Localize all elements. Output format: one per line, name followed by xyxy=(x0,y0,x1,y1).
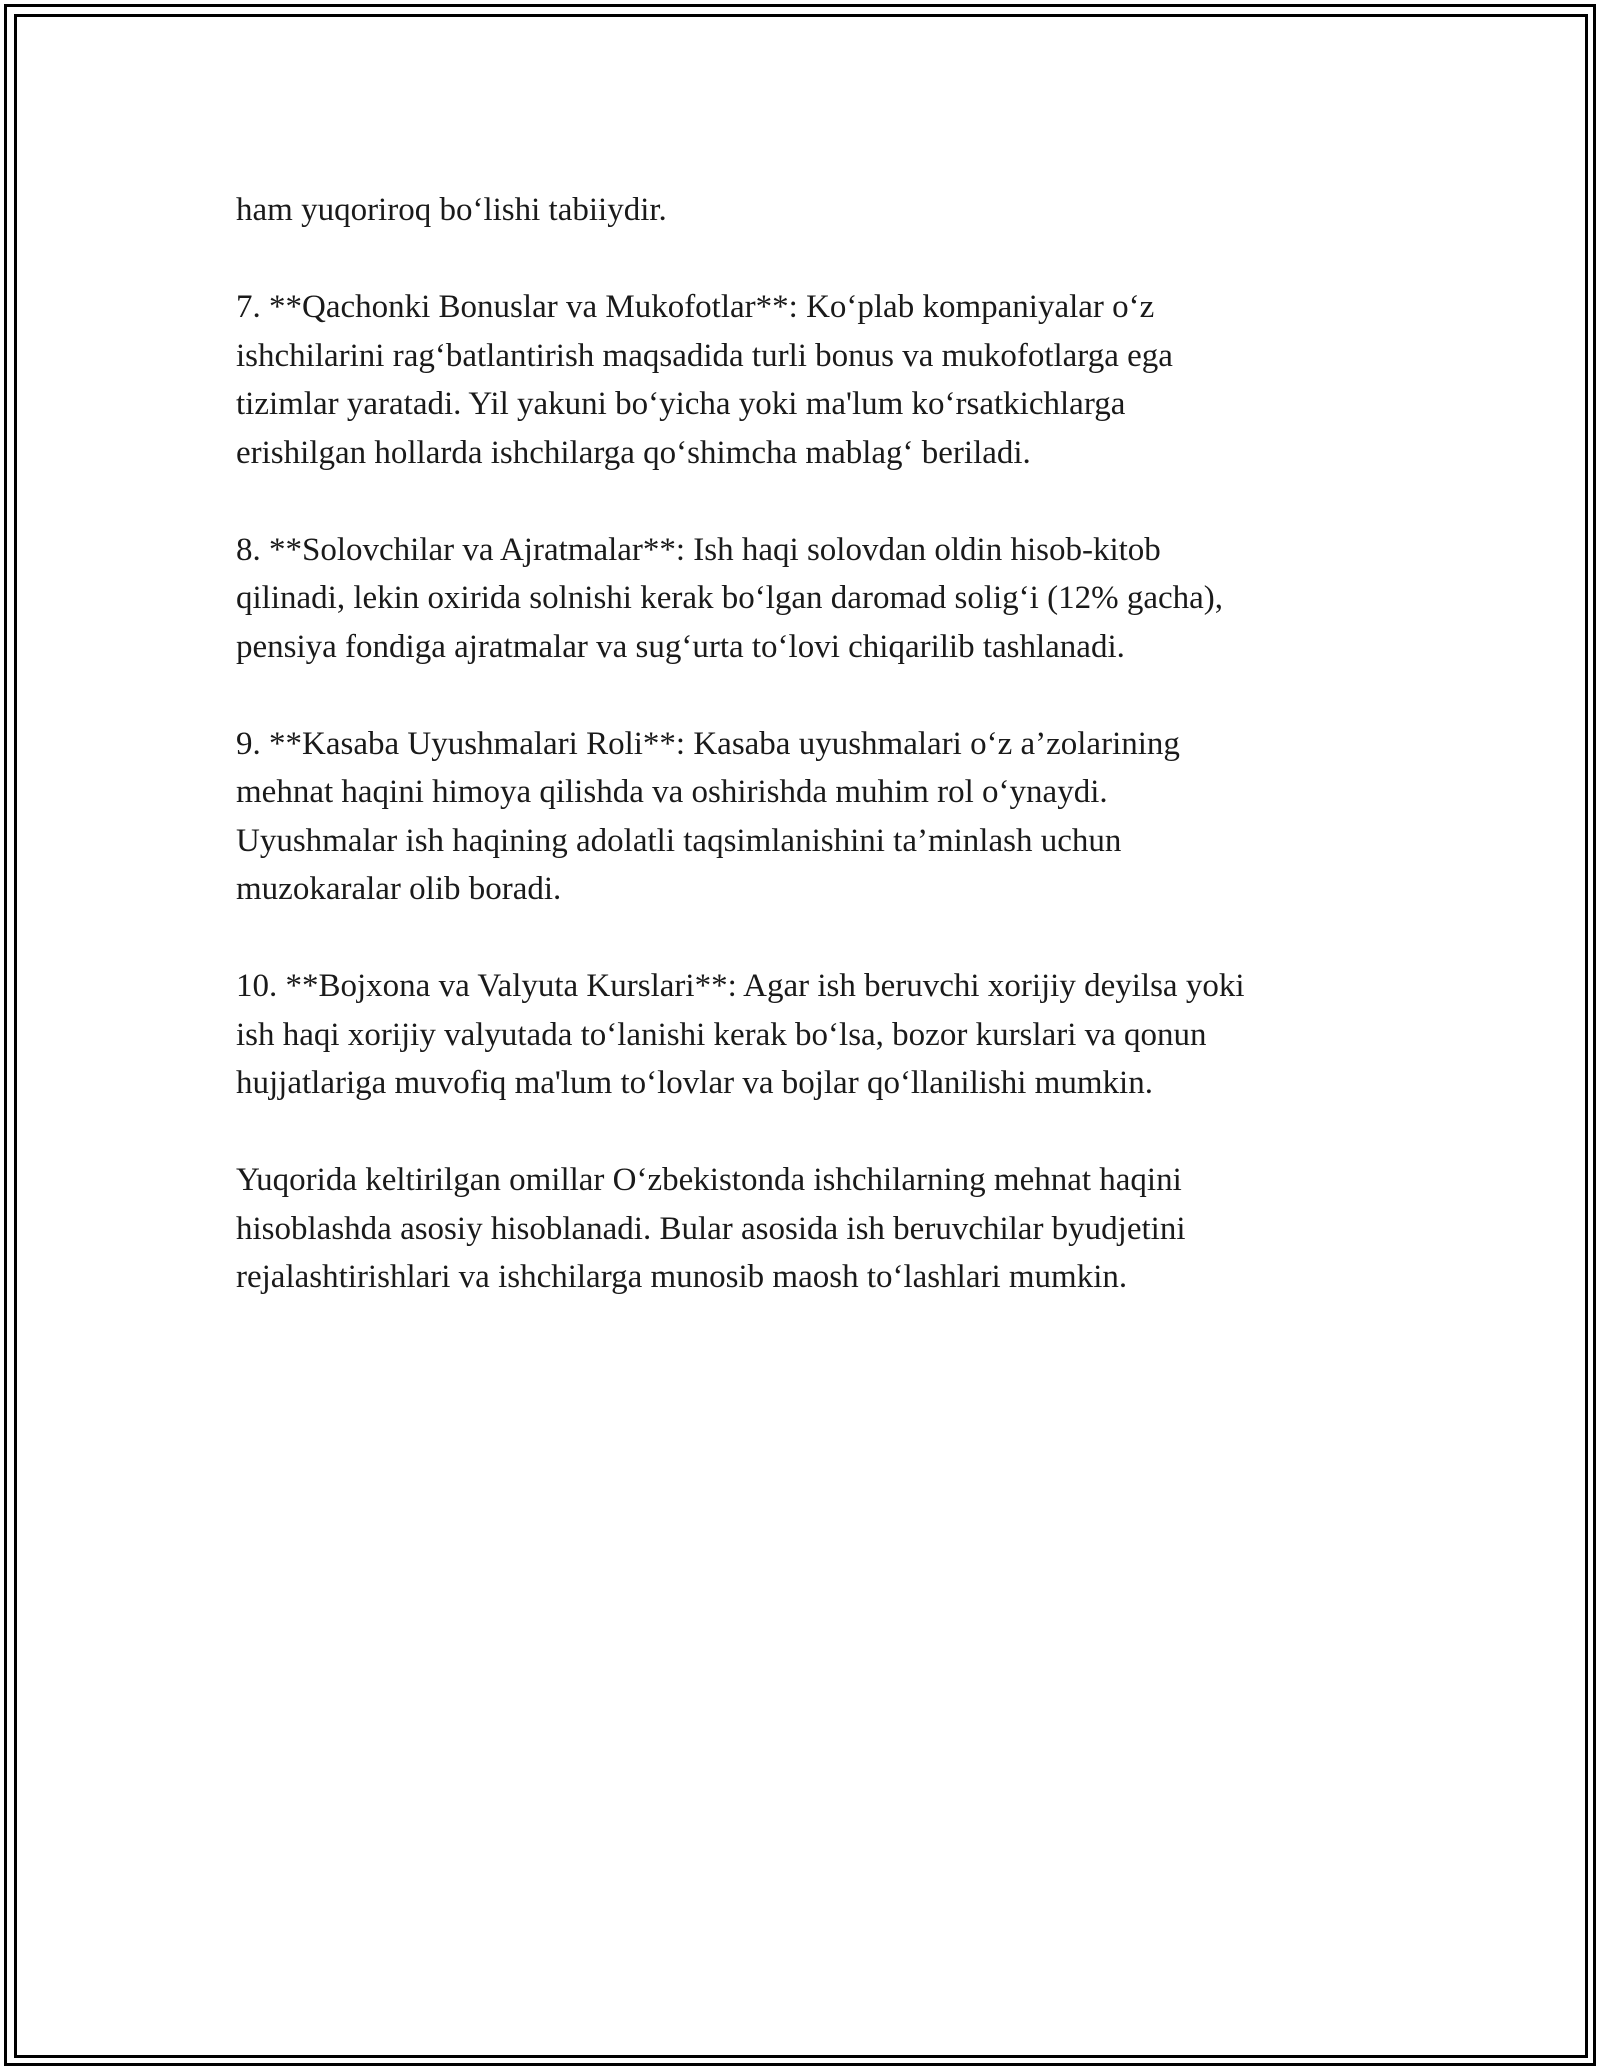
paragraph-item-7 xyxy=(236,283,1386,477)
text-line: mehnat haqini himoya qilishda va oshirishda muhim rol o‘ynaydi. xyxy=(236,774,1108,810)
text-line: muzokaralar olib boradi. xyxy=(236,871,562,907)
text-line: tizimlar yaratadi. Yil yakuni bo‘yicha yoki ma'lum ko‘rsatkichlarga xyxy=(236,386,1126,422)
text-line: hisoblashda asosiy hisoblanadi. Bular asosida ish beruvchilar byudjetini xyxy=(236,1210,1186,1247)
text-line: rejalashtirishlari va ishchilarga munosib maosh to‘lashlari mumkin. xyxy=(236,1259,1128,1295)
paragraph-item-9 xyxy=(236,720,1386,914)
paragraph-continuation xyxy=(236,186,1386,235)
text-line: 9. **Kasaba Uyushmalari Roli**: Kasaba uyushmalari o‘z a’zolarining xyxy=(236,725,1180,762)
text-line: 8. **Solovchilar va Ajratmalar**: Ish haqi solovdan oldin hisob-kitob xyxy=(236,531,1161,568)
text-line: ham yuqoriroq bo‘lishi tabiiydir. xyxy=(236,192,667,228)
document-body xyxy=(236,186,1386,1350)
text-line: erishilgan hollarda ishchilarga qo‘shimcha mablag‘ beriladi. xyxy=(236,434,1031,471)
text-line: ishchilarini rag‘batlantirish maqsadida turli bonus va mukofotlarga ega xyxy=(236,337,1173,374)
text-line: qilinadi, lekin oxirida solnishi kerak bo‘lgan daromad solig‘i (12% gacha), xyxy=(236,580,1224,616)
text-line: pensiya fondiga ajratmalar va sug‘urta to‘lovi chiqarilib tashlanadi. xyxy=(236,628,1125,665)
text-line: ish haqi xorijiy valyutada to‘lanishi kerak bo‘lsa, bozor kurslari va qonun xyxy=(236,1016,1207,1053)
text-line: 7. **Qachonki Bonuslar va Mukofotlar**: Ko‘plab kompaniyalar o‘z xyxy=(236,289,1155,325)
paragraph-item-10 xyxy=(236,962,1386,1108)
paragraph-conclusion xyxy=(236,1156,1386,1302)
text-line: Yuqorida keltirilgan omillar O‘zbekistonda ishchilarning mehnat haqini xyxy=(236,1162,1182,1198)
paragraph-item-8 xyxy=(236,526,1386,672)
text-line: 10. **Bojxona va Valyuta Kurslari**: Agar ish beruvchi xorijiy deyilsa yoki xyxy=(236,968,1245,1004)
text-line: Uyushmalar ish haqining adolatli taqsimlanishini ta’minlash uchun xyxy=(236,822,1122,859)
text-line: hujjatlariga muvofiq ma'lum to‘lovlar va bojlar qo‘llanilishi mumkin. xyxy=(236,1065,1153,1101)
